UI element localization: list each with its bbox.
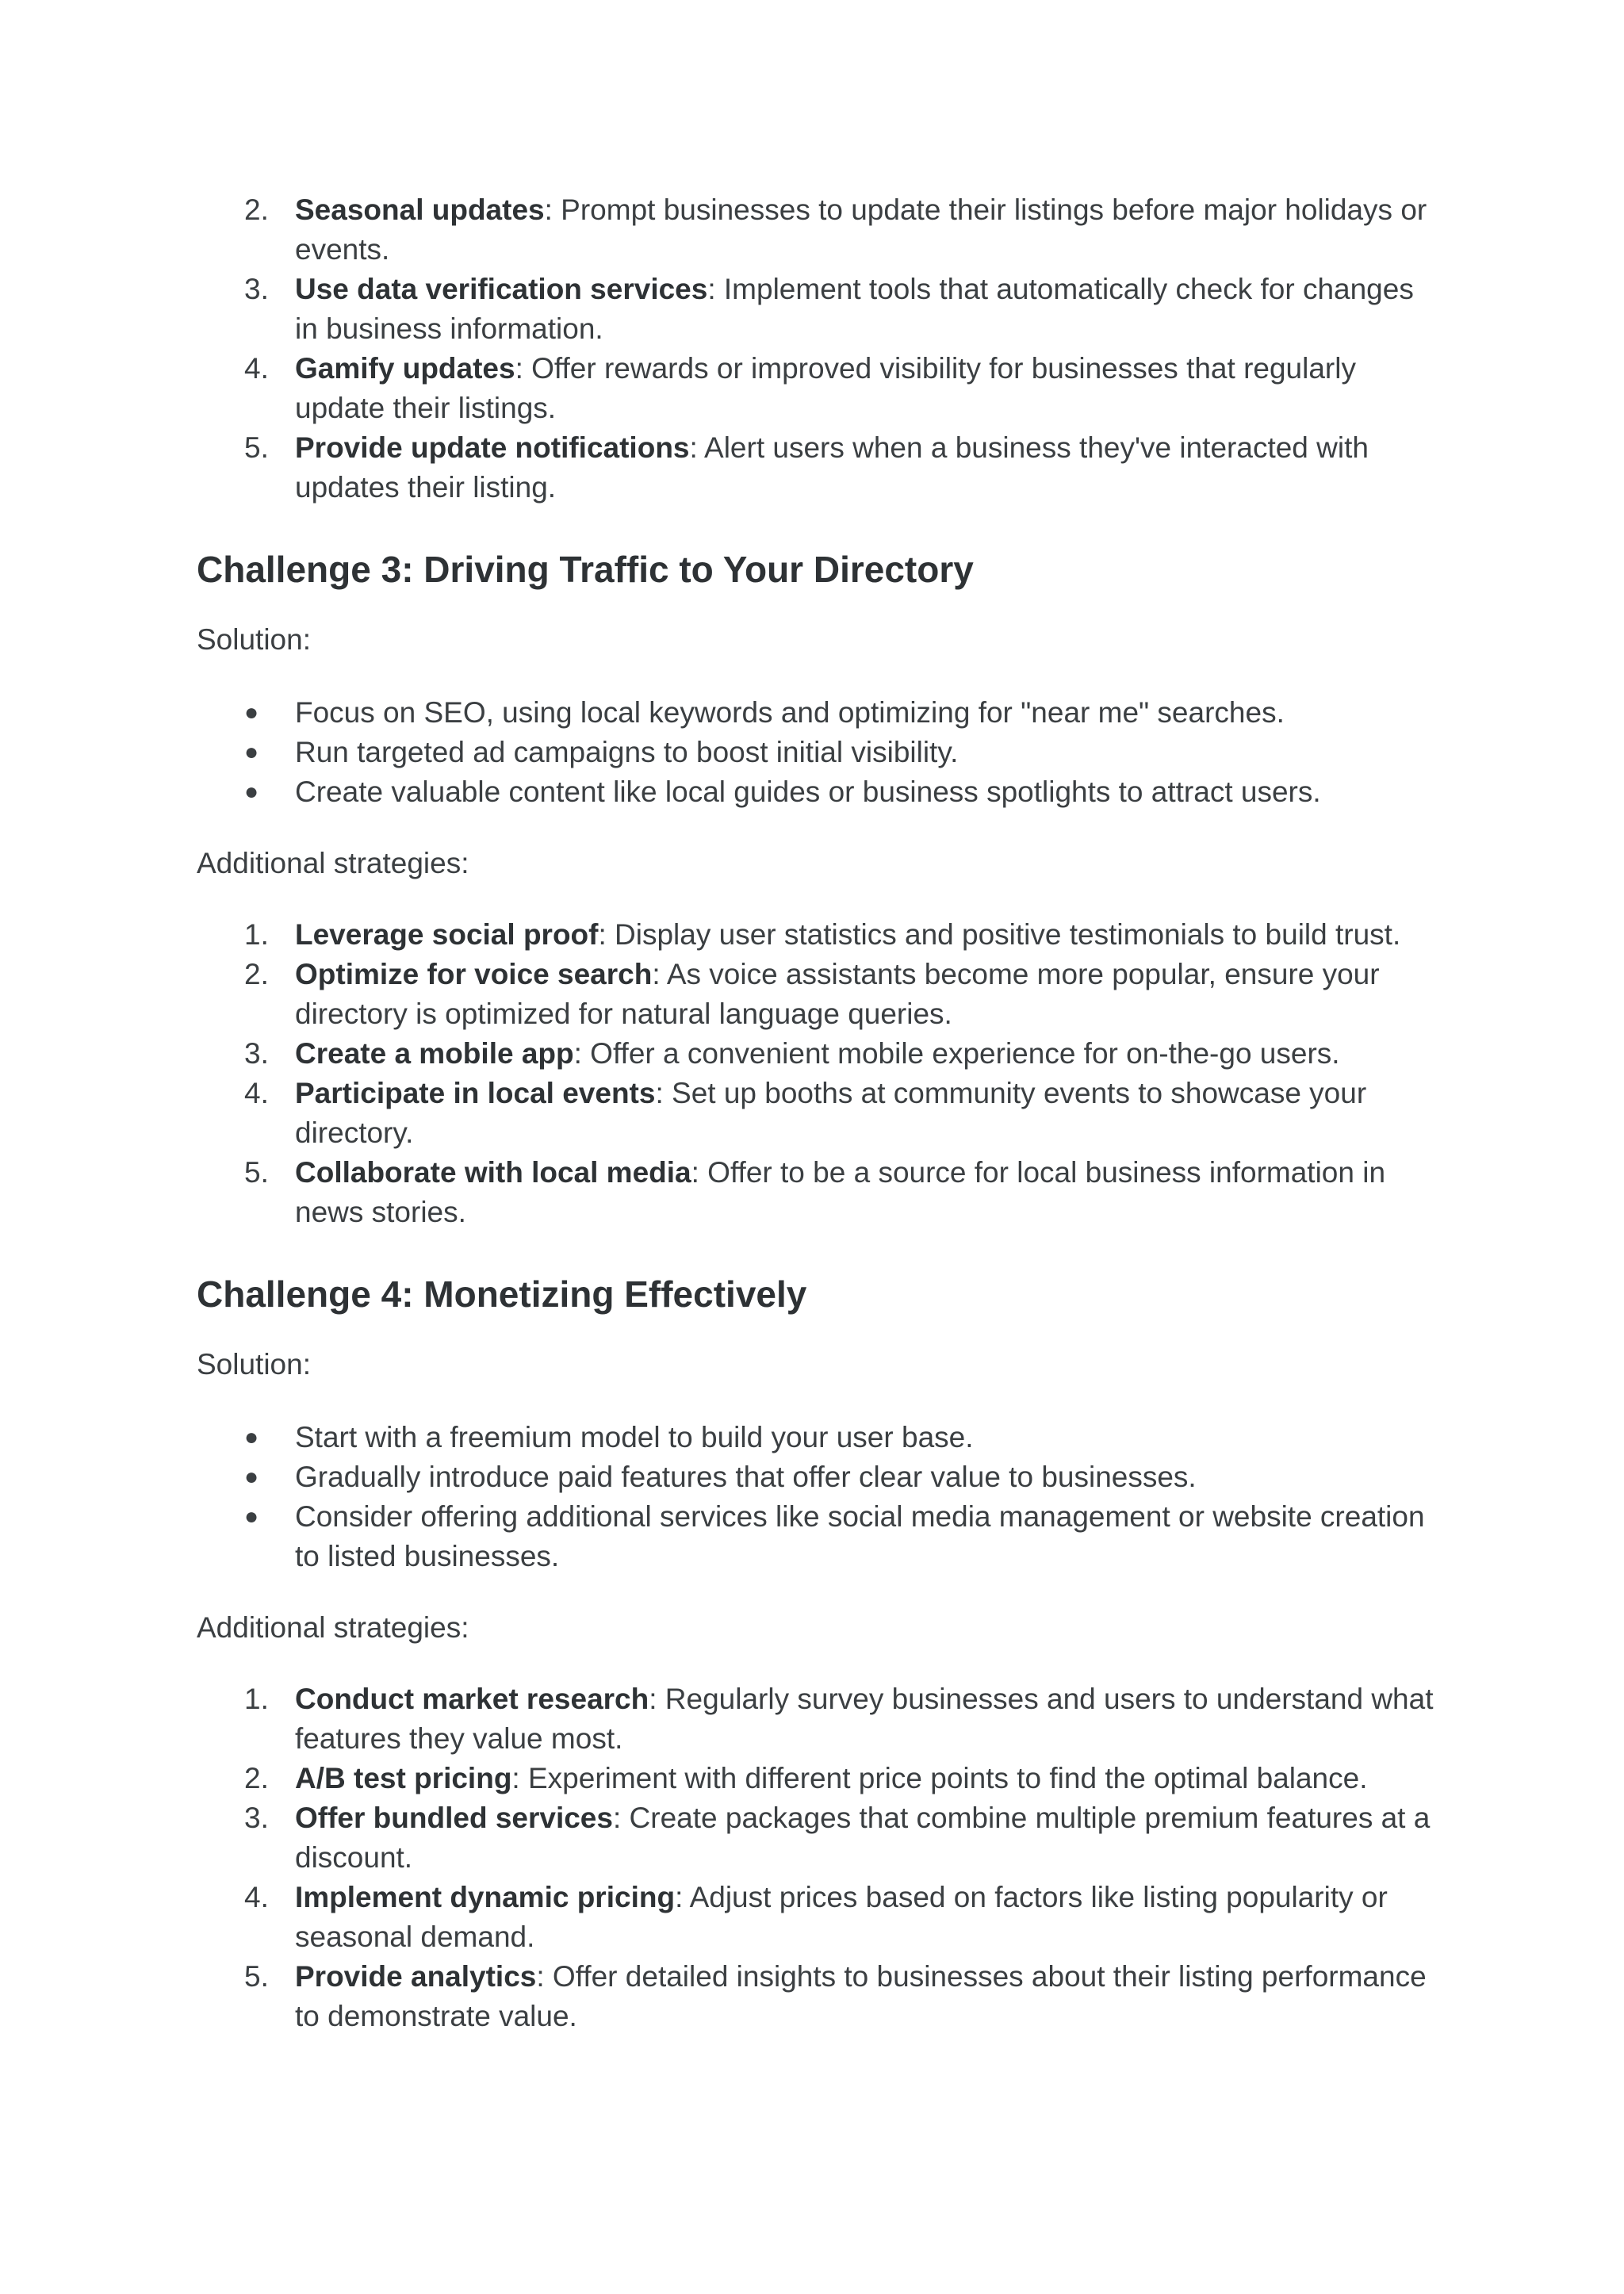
list-number: 2.: [244, 1762, 269, 1794]
item-text: : Offer a convenient mobile experience for on-the-go users.: [573, 1037, 1340, 1070]
bullet-item: [197, 693, 1442, 733]
item-text: : Regularly survey businesses and users to understand what features they value most.: [295, 1683, 1434, 1755]
list-number: 5.: [244, 431, 269, 464]
item-title: Gamify updates: [295, 352, 515, 385]
list-item: [197, 1878, 1442, 1957]
list-item: [197, 1798, 1442, 1878]
list-item: [197, 1153, 1442, 1232]
list-number: 4.: [244, 352, 269, 385]
bullet-item: [197, 733, 1442, 772]
list-item: [197, 1074, 1442, 1153]
list-item: [197, 1759, 1442, 1798]
item-text: : Alert users when a business they've interacted with updates their listing.: [295, 431, 1369, 504]
challenge-4-heading: Challenge 4: Monetizing Effectively: [197, 1273, 807, 1315]
bullet-text: Consider offering additional services like social media management or website creation to listed businesses.: [295, 1500, 1425, 1572]
bullet-icon: ●: [244, 699, 259, 726]
additional-strategies-label: Additional strategies:: [197, 847, 469, 879]
item-title: Seasonal updates: [295, 193, 545, 226]
list-number: 2.: [244, 193, 269, 226]
solution-label: Solution:: [197, 1348, 311, 1381]
additional-strategies-label: Additional strategies:: [197, 1611, 469, 1644]
list-item: [197, 1034, 1442, 1074]
bullet-item: [197, 1457, 1442, 1497]
list-number: 1.: [244, 1683, 269, 1715]
list-item: [197, 349, 1442, 428]
bullet-icon: ●: [244, 1424, 259, 1450]
item-title: Leverage social proof: [295, 918, 599, 951]
item-text: : Offer to be a source for local business information in news stories.: [295, 1156, 1386, 1228]
update-strategies-list: [197, 190, 1442, 507]
list-item: [197, 915, 1442, 955]
bullet-icon: ●: [244, 779, 259, 805]
item-title: Collaborate with local media: [295, 1156, 691, 1189]
bullet-text: Create valuable content like local guides or business spotlights to attract users.: [295, 776, 1321, 808]
list-number: 2.: [244, 958, 269, 990]
item-title: Provide update notifications: [295, 431, 690, 464]
bullet-item: [197, 772, 1442, 812]
challenge-4-solution-list: [197, 1418, 1442, 1576]
item-text: : Adjust prices based on factors like listing popularity or seasonal demand.: [295, 1881, 1388, 1953]
item-text: : As voice assistants become more popular, ensure your directory is optimized for natural language queries.: [295, 958, 1380, 1030]
list-number: 3.: [244, 273, 269, 305]
bullet-item: [197, 1497, 1442, 1576]
bullet-text: Run targeted ad campaigns to boost initial visibility.: [295, 736, 959, 768]
bullet-text: Gradually introduce paid features that offer clear value to businesses.: [295, 1461, 1197, 1493]
bullet-item: [197, 1418, 1442, 1457]
item-title: Use data verification services: [295, 273, 708, 305]
item-text: : Offer detailed insights to businesses about their listing performance to demonstrate value.: [295, 1960, 1427, 2032]
item-text: : Implement tools that automatically check for changes in business information.: [295, 273, 1414, 345]
item-text: : Prompt businesses to update their listings before major holidays or events.: [295, 193, 1427, 266]
list-number: 3.: [244, 1802, 269, 1834]
bullet-icon: ●: [244, 739, 259, 765]
item-title: A/B test pricing: [295, 1762, 512, 1794]
challenge-3-solution-list: [197, 693, 1442, 812]
item-title: Provide analytics: [295, 1960, 537, 1993]
list-number: 4.: [244, 1077, 269, 1109]
bullet-icon: ●: [244, 1503, 259, 1530]
item-text: : Experiment with different price points to find the optimal balance.: [511, 1762, 1368, 1794]
challenge-3-heading: Challenge 3: Driving Traffic to Your Directory: [197, 549, 974, 590]
item-title: Offer bundled services: [295, 1802, 613, 1834]
solution-label: Solution:: [197, 623, 311, 656]
list-number: 5.: [244, 1156, 269, 1189]
item-text: : Display user statistics and positive testimonials to build trust.: [598, 918, 1401, 951]
bullet-text: Focus on SEO, using local keywords and optimizing for "near me" searches.: [295, 696, 1285, 729]
item-text: : Set up booths at community events to showcase your directory.: [295, 1077, 1367, 1149]
list-number: 5.: [244, 1960, 269, 1993]
bullet-text: Start with a freemium model to build your user base.: [295, 1421, 974, 1453]
item-title: Implement dynamic pricing: [295, 1881, 676, 1913]
list-item: [197, 1957, 1442, 2036]
list-item: [197, 190, 1442, 270]
item-text: : Offer rewards or improved visibility for businesses that regularly update their listings.: [295, 352, 1356, 424]
item-text: : Create packages that combine multiple premium features at a discount.: [295, 1802, 1431, 1874]
list-item: [197, 955, 1442, 1034]
bullet-icon: ●: [244, 1464, 259, 1490]
challenge-3-strategies-list: [197, 915, 1442, 1232]
challenge-4-strategies-list: [197, 1679, 1442, 2036]
document-page: [197, 190, 1442, 2036]
item-title: Participate in local events: [295, 1077, 656, 1109]
item-title: Create a mobile app: [295, 1037, 574, 1070]
list-number: 4.: [244, 1881, 269, 1913]
list-item: [197, 270, 1442, 349]
list-number: 3.: [244, 1037, 269, 1070]
list-number: 1.: [244, 918, 269, 951]
item-title: Optimize for voice search: [295, 958, 653, 990]
item-title: Conduct market research: [295, 1683, 649, 1715]
list-item: [197, 1679, 1442, 1759]
list-item: [197, 428, 1442, 507]
